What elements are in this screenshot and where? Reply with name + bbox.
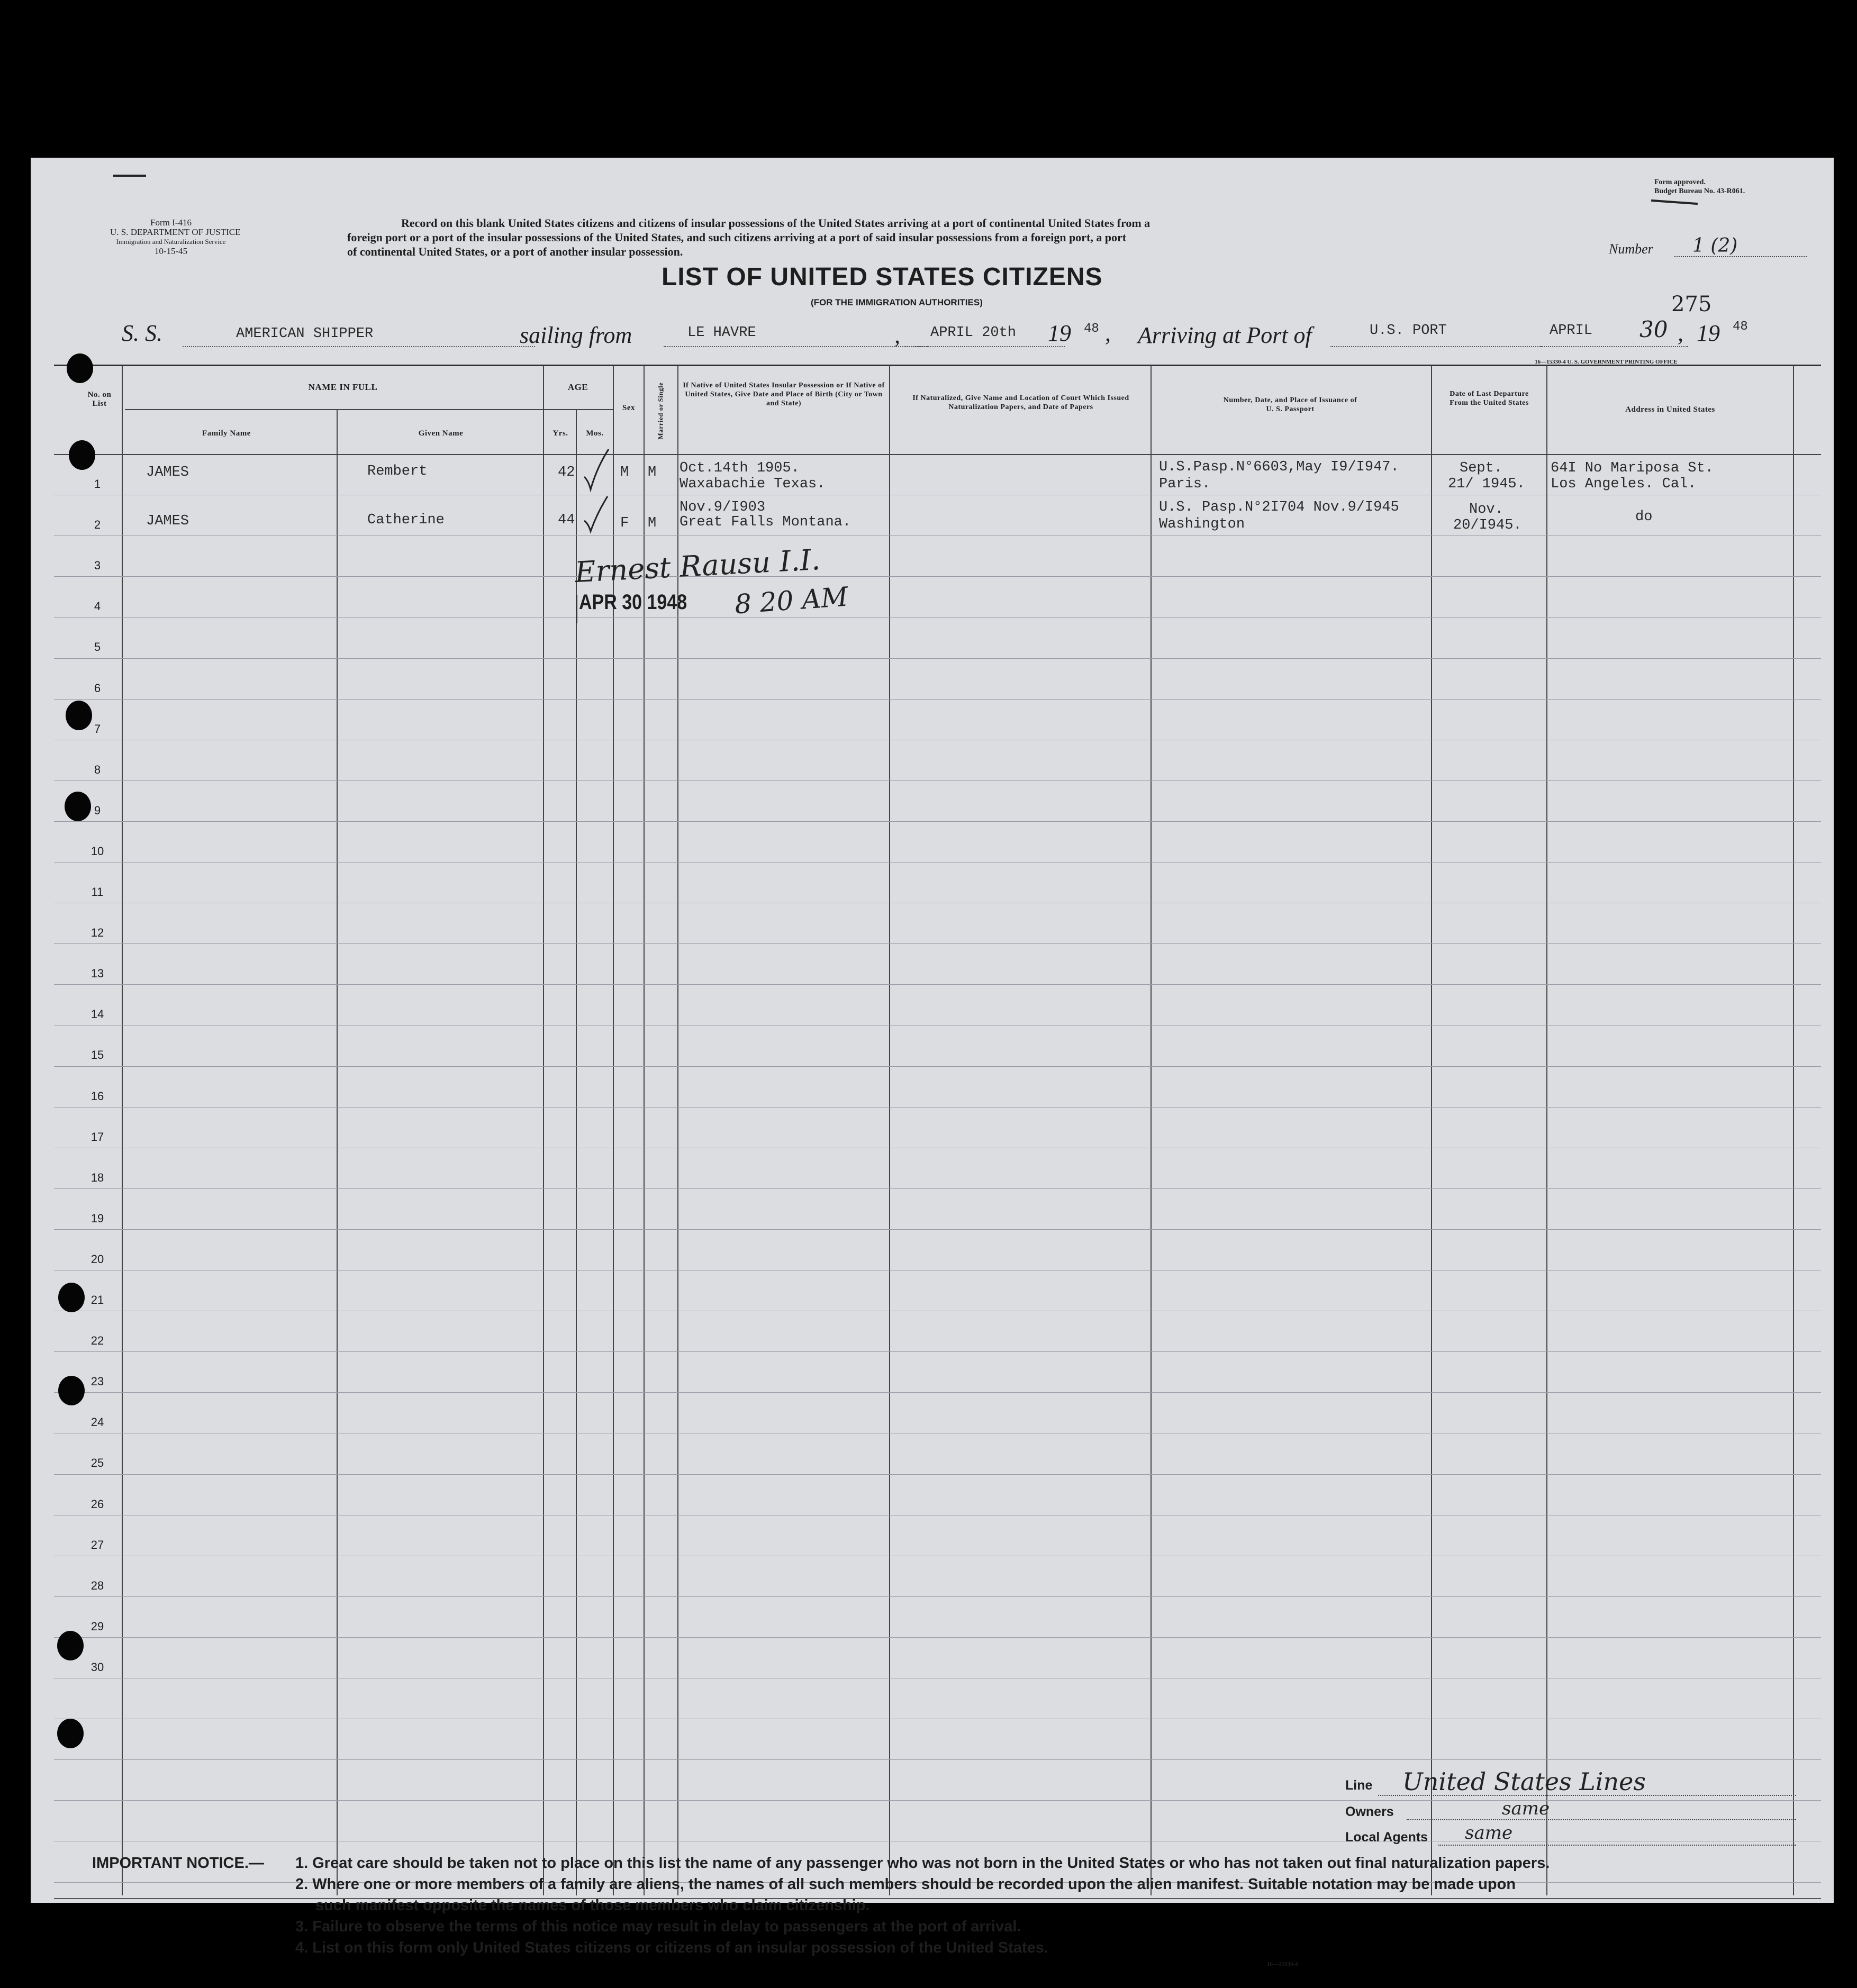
- notice-heading: IMPORTANT NOTICE.—: [92, 1855, 264, 1872]
- header-bottom-rule: [54, 454, 1821, 455]
- notice-1: 1. Great care should be taken not to place on this list the name of any passenger who was not born in the United States or who has not taken out final naturalization papers.: [295, 1855, 1550, 1872]
- ruled-line: [54, 1759, 1821, 1760]
- printing-office: 16—15330-4 U. S. GOVERNMENT PRINTING OFFICE: [1535, 359, 1678, 365]
- col-married-single: Married or Single: [656, 382, 665, 440]
- sex: F: [620, 515, 629, 531]
- arriving-label: Arriving at Port of: [1138, 322, 1312, 348]
- ship-name: AMERICAN SHIPPER: [236, 326, 374, 342]
- number-value: 1 (2): [1692, 235, 1738, 257]
- sail-date-underline: [905, 346, 1065, 347]
- punch-hole: [65, 792, 91, 821]
- row-number: 29: [90, 1620, 104, 1633]
- ruled-line: [54, 535, 1821, 536]
- local-agents-value: same: [1465, 1822, 1513, 1844]
- row-number: 9: [94, 804, 101, 817]
- agents-underline: [1438, 1845, 1796, 1846]
- row-number: 28: [90, 1579, 104, 1592]
- row-number: 7: [94, 722, 101, 736]
- check-mark: [581, 446, 613, 494]
- row-number: 2: [94, 518, 101, 531]
- departure-date: 20/I945.: [1453, 518, 1522, 533]
- owners-value: same: [1502, 1798, 1550, 1819]
- ss-label: S. S.: [122, 320, 162, 346]
- passport-number: U.S. Pasp.N°2I704 Nov.9/I945: [1159, 500, 1399, 515]
- col-rule: [1546, 366, 1547, 1895]
- page-number: 275: [1671, 292, 1712, 316]
- ruled-line: [54, 1351, 1821, 1352]
- from-port: LE HAVRE: [687, 325, 756, 341]
- passport-place: Paris.: [1159, 476, 1211, 492]
- page-subtitle: (FOR THE IMMIGRATION AUTHORITIES): [811, 297, 983, 307]
- address-ditto: do: [1635, 509, 1653, 525]
- approval-line-1: Form approved.: [1654, 178, 1706, 186]
- col-rule: [337, 409, 338, 1895]
- comma-3: ,: [1678, 320, 1683, 346]
- row-number: 8: [94, 763, 101, 776]
- page-title: LIST OF UNITED STATES CITIZENS: [662, 263, 1103, 291]
- name-age-separator: [125, 409, 613, 410]
- ruled-line: [54, 576, 1821, 577]
- number-underline: [1674, 256, 1807, 257]
- arrival-month: APRIL: [1550, 323, 1593, 339]
- family-name: JAMES: [146, 465, 189, 480]
- form-number: Form I-416: [150, 217, 192, 228]
- inspection-time: 8 20 AM: [733, 581, 849, 620]
- sex: M: [620, 465, 629, 480]
- col-rule: [1793, 366, 1794, 1895]
- ruled-line: [54, 821, 1821, 822]
- ruled-line: [54, 658, 1821, 659]
- sail-year-prefix: 19: [1048, 320, 1071, 346]
- col-address: Address in United States: [1625, 405, 1715, 414]
- ruled-line: [54, 1188, 1821, 1189]
- address-street: 64I No Mariposa St.: [1551, 460, 1714, 476]
- owners-label: Owners: [1345, 1804, 1394, 1819]
- row-number: 5: [94, 640, 101, 653]
- instruction-line-2: foreign port or a port of the insular possessions of the United States, and such citizens arriving at a port of said insular possessions from a foreign port, a port: [347, 231, 1127, 244]
- row-number: 26: [90, 1497, 104, 1511]
- sail-date: APRIL 20th: [930, 325, 1017, 341]
- arrival-date-underline: [1540, 346, 1688, 347]
- form-date: 10-15-45: [154, 246, 188, 256]
- comma-1: ,: [894, 322, 900, 348]
- col-name-in-full: NAME IN FULL: [308, 382, 378, 392]
- row-number: 12: [90, 926, 104, 939]
- line-underline: [1378, 1795, 1796, 1796]
- comma-2: ,: [1105, 320, 1111, 346]
- col-rule: [1151, 366, 1152, 1895]
- col-no-on-list: No. on List: [87, 391, 112, 408]
- date-stamp: APR 30 1948: [579, 591, 687, 614]
- departure-date: 21/ 1945.: [1448, 476, 1525, 492]
- ruled-line: [54, 1474, 1821, 1475]
- col-native-birth: If Native of United States Insular Possession or If Native of United States, Give Date and Place of Birth (City or Town and State): [683, 382, 885, 407]
- family-name: JAMES: [146, 513, 189, 529]
- given-name: Catherine: [367, 512, 445, 528]
- row-number: 21: [90, 1293, 104, 1306]
- col-mos: Mos.: [586, 429, 604, 438]
- row-number: 11: [91, 885, 104, 898]
- row-number: 3: [94, 559, 101, 572]
- pen-mark: [1651, 199, 1698, 205]
- birth-date: Nov.9/I903: [680, 500, 766, 515]
- instruction-line-3: of continental United States, or a port of another insular possession.: [347, 245, 683, 258]
- address-city: Los Angeles. Cal.: [1551, 476, 1697, 492]
- passport-place: Washington: [1159, 516, 1245, 532]
- row-number: 30: [90, 1660, 104, 1674]
- col-age: AGE: [567, 382, 588, 392]
- ruled-line: [54, 780, 1821, 781]
- row-number: 24: [90, 1415, 104, 1429]
- arrival-year-prefix: 19: [1697, 320, 1720, 346]
- row-number: 17: [90, 1130, 104, 1143]
- age-years: 42: [558, 465, 575, 480]
- ruled-line: [54, 862, 1821, 863]
- row-number: 23: [90, 1375, 104, 1388]
- punch-hole: [67, 353, 93, 383]
- row-number: 6: [94, 682, 101, 695]
- row-number: 13: [90, 967, 104, 980]
- pen-mark: [113, 175, 146, 177]
- local-agents-label: Local Agents: [1345, 1830, 1428, 1845]
- notice-4: 4. List on this form only United States citizens or citizens of an insular possession of the United States.: [295, 1939, 1048, 1956]
- col-family-name: Family Name: [202, 429, 251, 438]
- ruled-line: [54, 1637, 1821, 1638]
- row-number: 19: [90, 1212, 104, 1225]
- owners-underline: [1407, 1819, 1796, 1820]
- row-number: 27: [90, 1538, 104, 1551]
- punch-hole: [57, 1631, 84, 1660]
- birth-date: Oct.14th 1905.: [680, 460, 800, 476]
- ruled-line: [54, 1392, 1821, 1393]
- col-yrs: Yrs.: [552, 429, 568, 438]
- footer-code: 16—15330-4: [1267, 1961, 1298, 1967]
- line-value: United States Lines: [1402, 1767, 1646, 1796]
- row-number: 22: [90, 1334, 104, 1347]
- arrival-year: 48: [1733, 320, 1748, 334]
- col-given-name: Given Name: [418, 429, 464, 438]
- notice-2-cont: such manifest opposite the names of those members who claim citizenship.: [315, 1897, 870, 1914]
- col-passport: Number, Date, and Place of Issuance of U. S. Passport: [1223, 396, 1357, 413]
- col-rule: [122, 366, 123, 1895]
- ruled-line: [54, 1229, 1821, 1230]
- ruled-line: [54, 1596, 1821, 1597]
- line-label: Line: [1345, 1778, 1373, 1793]
- col-rule: [1431, 366, 1432, 1895]
- ruled-line: [54, 1800, 1821, 1801]
- instruction-line-1: Record on this blank United States citizens and citizens of insular possessions of the United States arriving at a port of continental United States from a: [401, 216, 1151, 230]
- given-name: Rembert: [367, 464, 428, 479]
- ruled-line: [54, 699, 1821, 700]
- approval-line-2: Budget Bureau No. 43-R061.: [1654, 187, 1745, 195]
- col-rule: [576, 409, 577, 1895]
- form-id-block: [110, 217, 241, 256]
- col-naturalized: If Naturalized, Give Name and Location of Court Which Issued Naturalization Papers, and Date of Papers: [912, 394, 1129, 411]
- row-number: 1: [94, 477, 101, 491]
- punch-hole: [58, 1376, 85, 1405]
- form-sheet: [31, 158, 1834, 1967]
- notice-2: 2. Where one or more members of a family are aliens, the names of all such members should be recorded upon the alien manifest. Suitable notation may be made upon: [295, 1876, 1516, 1893]
- departure-month: Sept.: [1460, 460, 1503, 476]
- col-sex: Sex: [622, 404, 635, 412]
- marital-status: M: [648, 515, 657, 531]
- approval-block: [1654, 178, 1745, 196]
- age-years: 44: [558, 512, 575, 528]
- ruled-line: [54, 984, 1821, 985]
- passport-number: U.S.Pasp.N°6603,May I9/I947.: [1159, 459, 1399, 475]
- departure-month: Nov.: [1469, 502, 1503, 518]
- ruled-line: [54, 617, 1821, 618]
- row-number: 20: [90, 1252, 104, 1266]
- arrival-day: 30: [1639, 316, 1668, 342]
- from-underline: [664, 346, 928, 347]
- ruled-line: [54, 1107, 1821, 1108]
- punch-hole: [66, 701, 92, 730]
- table-frame: [54, 365, 1821, 1899]
- row-number: 25: [90, 1456, 104, 1469]
- service-name: Immigration and Naturalization Service: [116, 238, 226, 246]
- stamp-bracket: [576, 595, 577, 623]
- row-number: 4: [94, 600, 101, 613]
- arrival-port: U.S. PORT: [1370, 323, 1447, 339]
- marital-status: M: [648, 465, 657, 480]
- birth-place: Great Falls Montana.: [680, 514, 851, 530]
- sail-year: 48: [1084, 322, 1099, 336]
- punch-hole: [57, 1719, 84, 1748]
- arrival-port-underline: [1330, 346, 1542, 347]
- col-rule: [543, 366, 544, 1895]
- ruled-line: [54, 943, 1821, 944]
- col-rule: [889, 366, 890, 1895]
- check-mark: [581, 494, 613, 537]
- row-number: 10: [90, 845, 104, 858]
- sailing-label: sailing from: [520, 322, 632, 348]
- punch-hole: [69, 440, 95, 470]
- row-number: 15: [90, 1048, 104, 1061]
- inspector-signature: Ernest Rausu I.I.: [574, 542, 821, 589]
- number-label: Number: [1609, 241, 1653, 257]
- col-last-departure: Date of Last Departure From the United States: [1450, 390, 1529, 407]
- notice-3: 3. Failure to observe the terms of this notice may result in delay to passengers at the port of arrival.: [295, 1918, 1021, 1935]
- department-name: U. S. DEPARTMENT OF JUSTICE: [110, 227, 241, 237]
- ship-underline: [183, 346, 535, 347]
- birth-place: Waxabachie Texas.: [680, 476, 826, 492]
- row-number: 18: [90, 1171, 104, 1184]
- ruled-line: [54, 1066, 1821, 1067]
- row-number: 14: [90, 1007, 104, 1021]
- punch-hole: [58, 1283, 85, 1312]
- row-number: 16: [90, 1090, 104, 1103]
